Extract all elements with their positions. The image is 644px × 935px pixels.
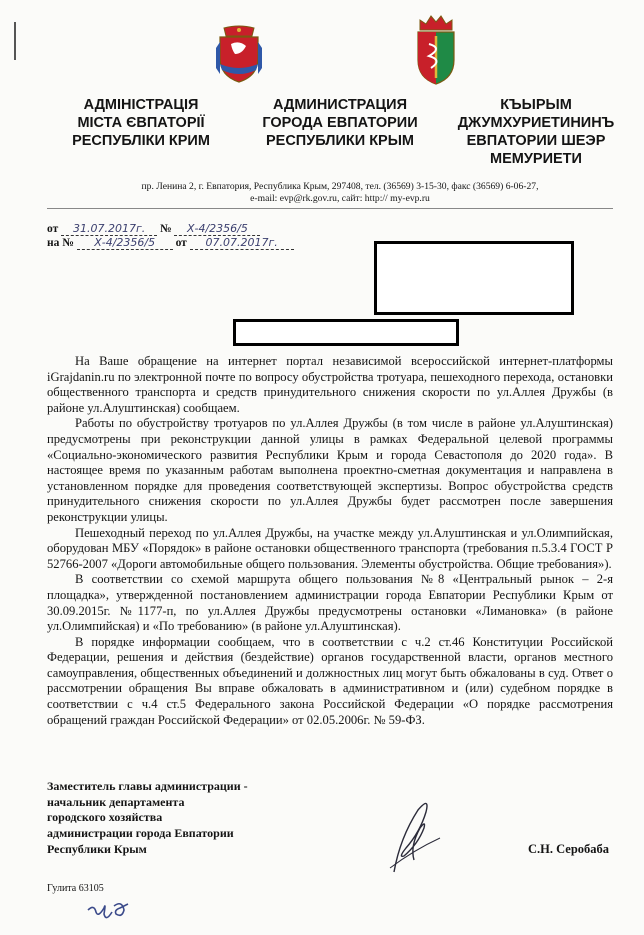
letter-body [47, 354, 613, 728]
outgoing-reference: от 31.07.2017г. № Х-4/2356/5 [47, 222, 260, 236]
executor-note: Гулита 63105 [47, 883, 104, 894]
header-crimean-tatar: КЪЫРЫМ ДЖУМХУРИЕТИНИНЪ ЕВПАТОРИИ ШЕЭР МЕМУРИЕТИ [457, 97, 615, 167]
redacted-name-box [233, 319, 459, 346]
outgoing-number: Х-4/2356/5 [174, 222, 260, 236]
outgoing-date: 31.07.2017г. [61, 222, 157, 236]
contact-info: пр. Ленина 2, г. Евпатория, Республика Крым, 297408, тел. (36569) 3-15-30, факс (36569) 6-06-27, e-mail: evp@rk.gov.ru, сайт: http:// my-evp.ru [141, 181, 539, 204]
redacted-addressee-box [374, 241, 574, 315]
incoming-number: Х-4/2356/5 [77, 236, 173, 250]
header-russian: АДМИНИСТРАЦИЯ ГОРОДА ЕВПАТОРИИ РЕСПУБЛИКИ КРЫМ [262, 97, 418, 149]
paragraph-1: На Ваше обращение на интернет портал независимой всероссийской интернет-платформы iGrajdanin.ru по электронной почте по вопросу обустройства тротуара, пешеходного перехода, остановки общественного транспорта и средств принудительного снижения скорости по ул.Аллея Дружбы (в районе ул.Алуштинская) сообщаем. [47, 354, 613, 415]
evpatoria-coat-of-arms-icon [411, 12, 461, 86]
paragraph-3: Пешеходный переход по ул.Аллея Дружбы, на участке между ул.Алуштинская и ул.Олимпийская, оборудован МБУ «Порядок» в районе остановки общественного транспорта (требования п.5.3.4 ГОСТ Р 52766-2007 «Дороги автомобильные общего пользования. Элементы обустройства. Общие требования»). [47, 525, 613, 571]
signatory-name: С.Н. Серобаба [528, 842, 610, 856]
executor-initials-icon [84, 884, 138, 924]
incoming-date: 07.07.2017г. [190, 236, 294, 250]
incoming-reference: на № Х-4/2356/5 от 07.07.2017г. [47, 236, 294, 250]
signatory-title: Заместитель главы администрации - начальник департамента городского хозяйства администрации города Евпатории Республики Крым [47, 779, 248, 856]
header-divider [47, 208, 613, 209]
handwritten-signature-icon [384, 798, 444, 878]
paragraph-5: В порядке информации сообщаем, что в соответствии с ч.2 ст.46 Конституции Российской Федерации, решения и действия (бездействие) органов государственной власти, органов местного самоуправления, общественных объединений и должностных лиц могут быть обжалованы в суд. Ответ о рассмотрении обращения Вы вправе обжаловать в административном и (или) судебном порядке в соответствии с ч.4 ст.5 Федерального закона Российской Федерации «О порядке рассмотрения обращений граждан Российской Федерации» от 02.05.2006г. № 59-ФЗ. [47, 634, 613, 727]
header-ukrainian: АДМІНІСТРАЦІЯ МІСТА ЄВПАТОРІЇ РЕСПУБЛІКИ КРИМ [72, 97, 210, 149]
margin-mark [14, 22, 16, 60]
paragraph-4: В соответствии со схемой маршрута общего пользования №8 «Центральный рынок – 2-я площадка», утвержденной постановлением администрации города Евпатории Республики Крым от 30.09.2015г. №1177-п, по ул.Аллея Дружбы предусмотрены остановки «Лимановка» (в районе ул.Олимпийская) и «По требованию» (в районе ул.Алуштинская). [47, 572, 613, 634]
crimea-coat-of-arms-icon [214, 24, 264, 86]
paragraph-2: Работы по обустройству тротуаров по ул.Аллея Дружбы (в том числе в районе ул.Алуштинская) предусмотрены при реконструкции данной улицы в рамках Федеральной целевой программы «Социально-экономического развития Республики Крым и города Севастополя до 2020 года». В настоящее время по указанным работам выполнена проектно-сметная документация и направлена в установленном порядке для проведения соответствующей экспертизы. Вопрос обустройства средств принудительного снижения скорости по ул.Аллея Дружбы будет рассмотрен после завершения реконструкции улицы. [47, 416, 613, 524]
